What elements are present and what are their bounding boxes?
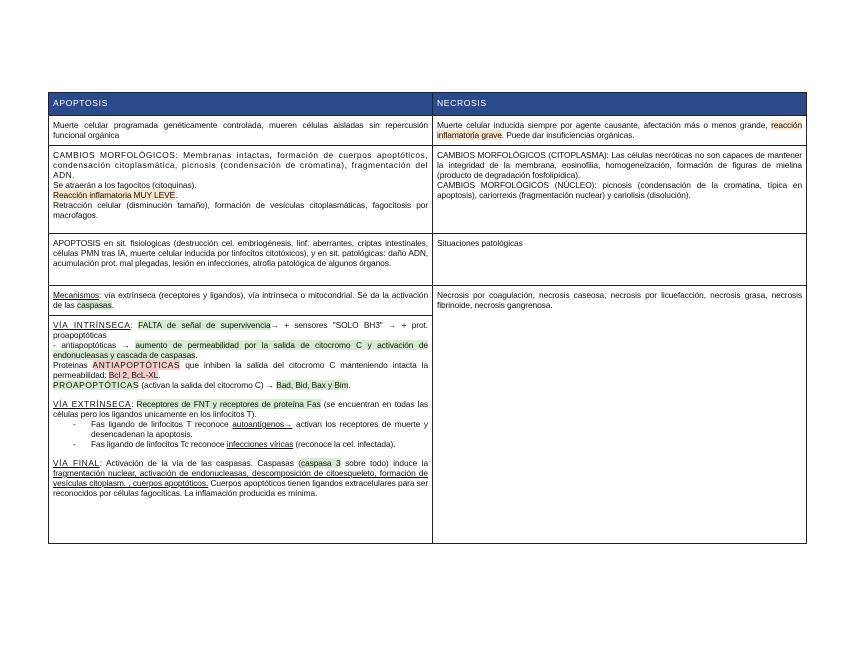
tipos-necrosis: Necrosis por coagulación, necrosis caseosa, necrosis por licuefacción, necrosis grasa, necrosis fibrinoide, necrosis gangrenosa. (437, 290, 802, 310)
row1-right-cell (433, 116, 807, 146)
row1-right-text: Muerte celular inducida siempre por agente causante, afectación más o menos grande, (437, 120, 772, 130)
spacer (53, 390, 428, 399)
li1-text: Fas ligando de linfocitos T reconoce (91, 419, 233, 429)
proteinas-mid: que inhiben la salida del citocromo C manteniendo intacta la permeabilidad: (53, 360, 428, 380)
extr-colon: : (131, 399, 137, 409)
li2-text: Fas ligando de linfocitos Tc reconoce (91, 439, 227, 449)
mecanismos-end: . (111, 300, 114, 310)
via-final-label: VÍA FINAL (53, 458, 100, 468)
intr-colon: : (130, 320, 139, 330)
proapoptoticas-line (53, 380, 428, 390)
antiapoptoticas-line (53, 340, 428, 360)
final-text: : Activación de la vía de las caspasas. Caspasas ( (99, 458, 301, 468)
list-item (91, 419, 428, 439)
cambios-citoplasma: CAMBIOS MORFOLÓGICOS (CITOPLASMA): Las células necróticas no son capaces de mantener la integridad de la membrana, eosinofilia, homogeneización, formación de figuras de mielina (producto de degradación fosfolipídica). (437, 150, 802, 180)
highlight-antiapoptoticas: ANTIAPOPTÓTICAS (92, 360, 181, 370)
highlight-falta-senal: FALTA de señal de supervivencia (138, 320, 271, 330)
row1-left-text: Muerte celular programada genéticamente controlada, mueren células aisladas sin repercusión funcional orgánica (53, 120, 428, 140)
proteinas-antiapoptoticas-line (53, 360, 428, 380)
highlight-caspasa-3: caspasa 3 (301, 458, 341, 468)
antiapop-pre: - antiapoptóticas → (53, 340, 136, 350)
header-apoptosis: APOPTOSIS (49, 93, 433, 116)
proapop-mid: (activan la salida del citocromo C) → (139, 380, 277, 390)
proapop-end: . (348, 380, 351, 390)
via-intrinseca-line (53, 320, 428, 340)
li1-end: activan los receptores de muerte y desencadenan la apoptosis. (91, 419, 428, 439)
highlight-muy-leve: Reacción inflamatoria MUY LEVE (53, 190, 176, 200)
intr-text: → + sensores "SOLO BH3" → + prot. proapoptóticas (53, 320, 428, 340)
row3-left-cell (49, 234, 433, 286)
row1-left-cell (49, 116, 433, 146)
list-item (91, 439, 428, 449)
via-intrinseca-label: VÍA INTRÍNSECA (53, 320, 131, 330)
table-row (49, 286, 807, 316)
atraccion-fagocitos: Se atraerán a los fagocitos (citoquinas). (53, 180, 197, 190)
antiapop-end: . (195, 350, 198, 360)
row4-right-cell (433, 286, 807, 544)
cambios-nucleo: CAMBIOS MORFOLÓGICOS (NÚCLEO): picnosis (condensación de la cromatina, típica en apoptosis), cariorrexis (fragmentación nuclear) y cariolisis (disolución). (437, 180, 802, 200)
via-final-line (53, 458, 428, 498)
via-extrinseca-line (53, 399, 428, 419)
apoptosis-necrosis-table (48, 92, 807, 544)
reaccion-end: . (175, 190, 178, 200)
highlight-receptores-fnt: Receptores de FNT y receptores de proteína Fas (136, 399, 321, 409)
spacer (53, 449, 428, 458)
row2-left-cell (49, 146, 433, 234)
retraccion-celular: Retracción celular (disminución tamaño), formación de vesículas citoplasmáticas, fagocitosis por macrofagos. (53, 200, 428, 220)
header-necrosis: NECROSIS (433, 93, 807, 116)
row3-right-cell (433, 234, 807, 286)
row1-right-text-end: . Puede dar insuficiencias orgánicas. (501, 130, 635, 140)
cambios-morfologicos-apoptosis: CAMBIOS MORFOLÓGICOS: Membranas intactas, formación de cuerpos apoptóticos, condensación citoplasmática, picnosis (condensación de cromatina), fragmentación del ADN. (53, 150, 428, 180)
final-end: Cuerpos apoptóticos tienen ligandos extracelulares para ser reconocidos por células fagocíticas. La inflamación producida es mínima. (53, 478, 429, 498)
proteinas-pre: Proteinas (53, 360, 93, 370)
row3-right-text: Situaciones patológicas (437, 238, 523, 248)
row4-left-cell (49, 286, 433, 316)
extr-text: (se encuentran en todas las células pero los ligandos unicamente en los linfocitos T). (53, 399, 428, 419)
highlight-bcl2: Bcl 2, BcL-XL (108, 370, 159, 380)
reaccion-inflamatoria-line (53, 190, 428, 200)
highlight-proapoptoticas: PROAPOPTÓTICAS (53, 380, 140, 390)
fragmentacion-nuclear: fragmentación nuclear, activación de endonucleasas, descomposición de citoesqueleto, formación de vesículas citoplasm. , cuerpos apoptóticos. (53, 468, 428, 488)
highlight-permeabilidad: aumento de permeabilidad por la salida de citocromo C y activación de endonucleasas y cascada de caspasas (53, 340, 428, 360)
highlight-inflamatoria-grave: reacción inflamatoria grave (437, 120, 802, 140)
li2-end: (reconoce la cel. infectada). (293, 439, 396, 449)
fas-ligando-list (53, 419, 428, 449)
table-row (49, 234, 807, 286)
row5-left-cell (49, 316, 433, 544)
table-header-row (49, 93, 807, 116)
autoantigenos: autoantígenos→ (232, 419, 293, 429)
mecanismos-label: Mecanismos (53, 290, 100, 300)
proteinas-end: . (158, 370, 161, 380)
highlight-caspasas: caspasas (76, 300, 112, 310)
highlight-bad-bid-bax-bim: Bad, Bid, Bax y Bim (276, 380, 349, 390)
row2-right-cell (433, 146, 807, 234)
final-mid: sobre todo) induce la (340, 458, 429, 468)
table-row (49, 146, 807, 234)
mecanismos-text: : vía extrínseca (receptores y ligandos), vía intrínseca o mitocondrial. Se da la activación de las (53, 290, 428, 310)
infecciones-viricas: infecciones víricas (226, 439, 294, 449)
row3-left-text: APOPTOSIS en sit. fisiologicas (destrucción cel. embriogénesis, linf. aberrantes, criptas intestinales, células PMN tras IA, muerte celular inducida por linfocitos citotóxicos), y en sit. patológicas: daño ADN, acumulación prot. mal plegadas, lesión en infecciones, atrofia patológica de algunos órganos. (53, 238, 428, 268)
table-row (49, 116, 807, 146)
via-extrinseca-label: VÍA EXTRÍNSECA (53, 399, 132, 409)
